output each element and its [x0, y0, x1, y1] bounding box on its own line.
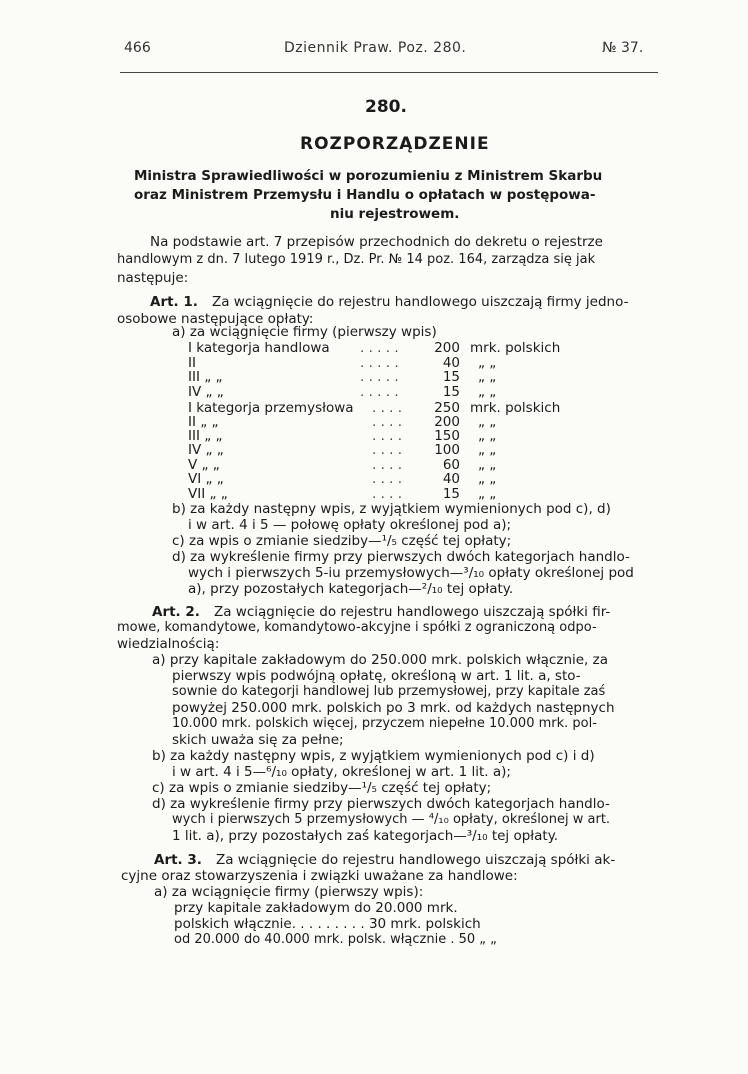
art1-d-line-2: wych i pierwszych 5-iu przemysłowych—³/₁₀ opłaty określonej pod: [188, 565, 634, 581]
table-row-value: 150: [434, 428, 460, 444]
art1-b-line-2: i w art. 4 i 5 — połowę opłaty określonej pod a);: [188, 517, 512, 533]
art3-intro-1: Za wciągnięcie do rejestru handlowego uiszczają spółki ak-: [216, 852, 616, 868]
art2-a-line-2: pierwszy wpis podwójną opłatę, określoną w art. 1 lit. a, sto-: [172, 668, 581, 684]
art1-b-line-1: b) za każdy następny wpis, z wyjątkiem wymienionych pod c), d): [172, 501, 611, 517]
art2-intro-3: wiedzialnością:: [117, 636, 220, 652]
table-row-value: 60: [442, 457, 460, 473]
table-row-value: 15: [442, 384, 460, 400]
art3-intro-2: cyjne oraz stowarzyszenia i związki uważane za handlowe:: [121, 868, 518, 884]
art2-d-line-1: d) za wykreślenie firmy przy pierwszych dwóch kategorjach handlo-: [152, 796, 610, 812]
header-rule: [120, 72, 658, 73]
table-row-dots: . . . .: [372, 457, 403, 473]
art3-line-3: od 20.000 do 40.000 mrk. polsk. włącznie . 50 „ „: [174, 932, 497, 947]
table-row-dots: . . . .: [372, 471, 403, 487]
table-row-value: 200: [434, 340, 460, 356]
art1-d-line-1: d) za wykreślenie firmy przy pierwszych dwóch kategorjach handlo-: [172, 549, 630, 565]
table-row-dots: . . . . .: [360, 340, 399, 356]
table-row-label: II: [188, 355, 196, 371]
table-row-dots: . . . . .: [360, 369, 399, 385]
art2-b-line-2: i w art. 4 i 5—⁶/₁₀ opłaty, określonej w art. 1 lit. a);: [172, 764, 511, 780]
art2-a-line-5: 10.000 mrk. polskich więcej, przyczem niepełne 10.000 mrk. pol-: [172, 716, 597, 731]
art2-intro-2: mowe, komandytowe, komandytowo-akcyjne i spółki z ograniczoną odpo-: [117, 620, 597, 635]
table-row-dots: . . . .: [372, 428, 403, 444]
table-row-label: V „ „: [188, 457, 220, 473]
preamble-line-2: handlowym z dn. 7 lutego 1919 r., Dz. Pr. № 14 poz. 164, zarządza się jak: [117, 252, 596, 267]
table-row-dots: . . . . .: [360, 355, 399, 371]
table-row-label: VII „ „: [188, 486, 228, 502]
table-row-value: 200: [434, 414, 460, 430]
preamble-line-1: Na podstawie art. 7 przepisów przechodnich do dekretu o rejestrze: [150, 234, 603, 250]
table-row-unit: „ „: [478, 355, 497, 371]
art2-c: c) za wpis o zmianie siedziby—¹/₅ część tej opłaty;: [152, 780, 492, 796]
table-row-label: IV „ „: [188, 442, 224, 458]
table-row-label: III „ „: [188, 369, 223, 385]
art2-intro-1: Za wciągnięcie do rejestru handlowego uiszczają spółki fir-: [214, 604, 611, 620]
table-row-label: I kategorja handlowa: [188, 340, 330, 356]
table-row-label: IV „ „: [188, 384, 224, 400]
art1-c: c) za wpis o zmianie siedziby—¹/₅ część tej opłaty;: [172, 533, 512, 549]
art2-a-line-4: powyżej 250.000 mrk. polskich po 3 mrk. od każdych następnych: [172, 700, 615, 716]
table-row-label: VI „ „: [188, 471, 224, 487]
table-row-value: 100: [434, 442, 460, 458]
table-row-label: III „ „: [188, 428, 223, 444]
table-row-value: 250: [434, 400, 460, 416]
table-row-value: 15: [442, 486, 460, 502]
art1-label: Art. 1.: [150, 294, 198, 310]
table-row-unit: „ „: [478, 414, 497, 430]
art2-d-line-2: wych i pierwszych 5 przemysłowych — ⁴/₁₀ opłaty, określonej w art.: [172, 812, 611, 827]
art2-a-line-3: sownie do kategorji handlowej lub przemysłowej, przy kapitale zaś: [172, 684, 606, 699]
table-row-dots: . . . .: [372, 414, 403, 430]
art2-a-line-1: a) przy kapitale zakładowym do 250.000 mrk. polskich włącznie, za: [152, 652, 608, 668]
act-number: 280.: [365, 97, 407, 117]
art2-d-line-3: 1 lit. a), przy pozostałych zaś kategorjach—³/₁₀ tej opłaty.: [172, 828, 559, 844]
journal-title: Dziennik Praw. Poz. 280.: [284, 40, 467, 56]
art1-intro-2: osobowe następujące opłaty:: [117, 311, 314, 327]
art3-label: Art. 3.: [154, 852, 202, 868]
table-row-unit: „ „: [478, 471, 497, 487]
art2-b-line-1: b) za każdy następny wpis, z wyjątkiem wymienionych pod c) i d): [152, 748, 595, 764]
art1-a-head: a) za wciągnięcie firmy (pierwszy wpis): [172, 324, 437, 340]
table-row-unit: „ „: [478, 486, 497, 502]
table-row-unit: „ „: [478, 369, 497, 385]
subtitle-line-3: niu rejestrowem.: [330, 206, 460, 222]
subtitle-line-1: Ministra Sprawiedliwości w porozumieniu z Ministrem Skarbu: [134, 168, 603, 184]
art1-intro-1: Za wciągnięcie do rejestru handlowego uiszczają firmy jedno-: [212, 294, 629, 310]
table-row-unit: mrk. polskich: [470, 400, 561, 416]
table-row-label: II „ „: [188, 414, 219, 430]
issue-number: № 37.: [602, 40, 644, 56]
page-number: 466: [124, 40, 151, 56]
art3-a-head: a) za wciągnięcie firmy (pierwszy wpis):: [154, 884, 424, 900]
table-row-unit: „ „: [478, 442, 497, 458]
table-row-dots: . . . .: [372, 486, 403, 502]
table-row-value: 40: [442, 355, 460, 371]
art2-label: Art. 2.: [152, 604, 200, 620]
art2-a-line-6: skich uważa się za pełne;: [172, 732, 344, 748]
art1-d-line-3: a), przy pozostałych kategorjach—²/₁₀ tej opłaty.: [188, 581, 514, 597]
table-row-unit: „ „: [478, 457, 497, 473]
table-row-value: 15: [442, 369, 460, 385]
table-row-dots: . . . .: [372, 400, 403, 416]
subtitle-line-2: oraz Ministrem Przemysłu i Handlu o opłatach w postępowa-: [134, 187, 596, 203]
table-row-unit: mrk. polskich: [470, 340, 561, 356]
art3-line-2: polskich włącznie. . . . . . . . . 30 mrk. polskich: [174, 916, 481, 932]
table-row-label: I kategorja przemysłowa: [188, 400, 354, 416]
art3-line-1: przy kapitale zakładowym do 20.000 mrk.: [174, 900, 458, 916]
table-row-unit: „ „: [478, 428, 497, 444]
preamble-line-3: następuje:: [117, 270, 189, 286]
table-row-dots: . . . .: [372, 442, 403, 458]
table-row-unit: „ „: [478, 384, 497, 400]
table-row-dots: . . . . .: [360, 384, 399, 400]
table-row-value: 40: [442, 471, 460, 487]
act-type-title: ROZPORZĄDZENIE: [300, 134, 490, 154]
